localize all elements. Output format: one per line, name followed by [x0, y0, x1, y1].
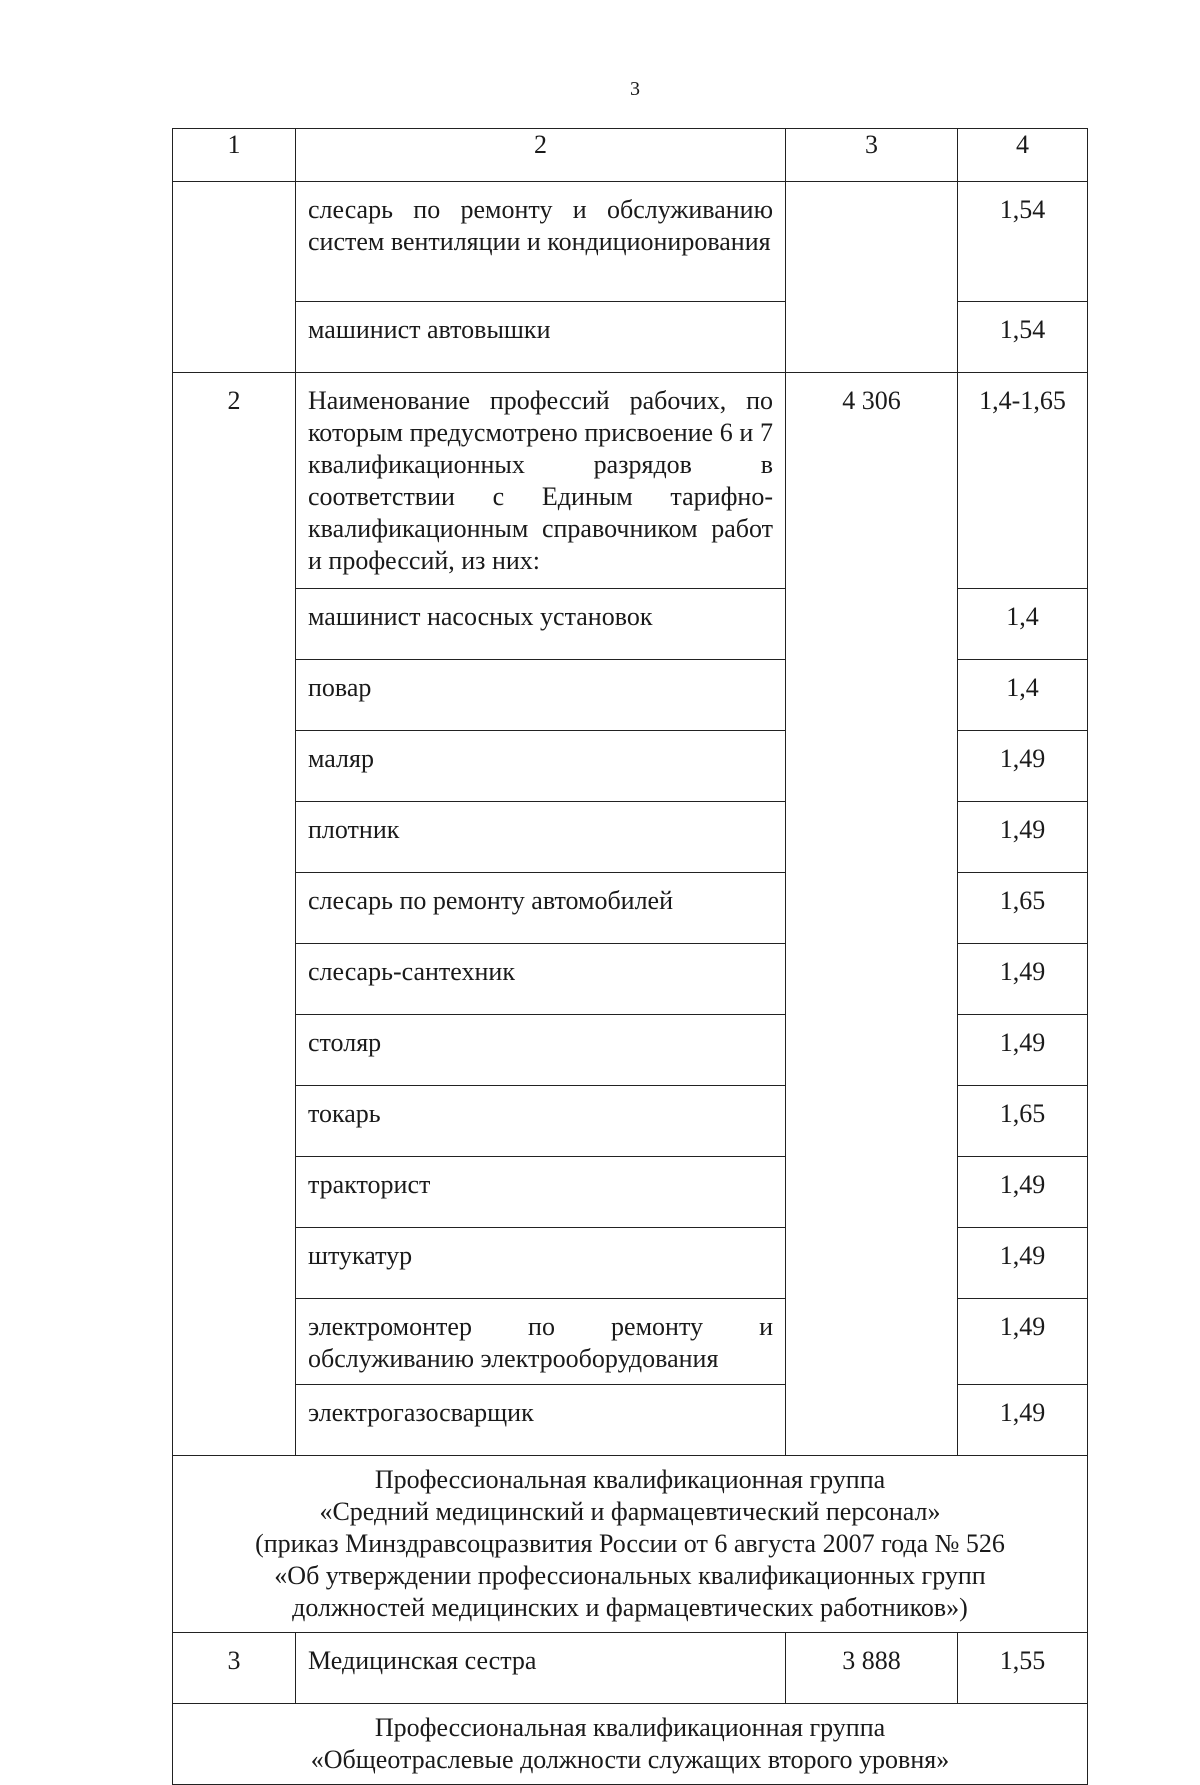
qualification-table	[172, 128, 1088, 1785]
coefficient: 1,4	[958, 660, 1088, 731]
profession-name: тракторист	[296, 1157, 786, 1228]
profession-name: плотник	[296, 802, 786, 873]
base-salary: 3 888	[786, 1633, 958, 1704]
qualification-group-heading	[173, 1704, 1088, 1785]
coefficient: 1,65	[958, 873, 1088, 944]
table-row	[173, 1456, 1088, 1633]
profession-name: слесарь-сантехник	[296, 944, 786, 1015]
row-number: 3	[173, 1633, 296, 1704]
profession-name: машинист автовышки	[296, 302, 786, 373]
profession-name: электромонтер по ремонту и обслуживанию электрооборудования	[296, 1299, 786, 1385]
header-col-2: 2	[296, 129, 786, 182]
profession-name: слесарь по ремонту и обслуживанию систем вентиляции и кондиционирования	[296, 182, 786, 302]
group-heading-line: должностей медицинских и фармацевтических работников»)	[292, 1593, 968, 1622]
group-heading-line: «Об утверждении профессиональных квалификационных групп	[274, 1561, 986, 1590]
profession-name: слесарь по ремонту автомобилей	[296, 873, 786, 944]
group-heading-line: «Средний медицинский и фармацевтический персонал»	[319, 1497, 941, 1526]
coefficient: 1,49	[958, 802, 1088, 873]
coefficient: 1,49	[958, 944, 1088, 1015]
coefficient: 1,49	[958, 1228, 1088, 1299]
table-row	[173, 1633, 1088, 1704]
empty-num-cell	[173, 182, 296, 373]
table-row	[173, 182, 1088, 302]
profession-name: Медицинская сестра	[296, 1633, 786, 1704]
coefficient-range: 1,4-1,65	[958, 373, 1088, 589]
group-heading-line: «Общеотраслевые должности служащих второго уровня»	[310, 1745, 950, 1774]
coefficient: 1,49	[958, 1015, 1088, 1086]
table-row	[173, 373, 1088, 589]
base-salary: 4 306	[786, 373, 958, 1456]
header-col-3: 3	[786, 129, 958, 182]
coefficient: 1,54	[958, 302, 1088, 373]
header-col-4: 4	[958, 129, 1088, 182]
empty-salary-cell	[786, 182, 958, 373]
coefficient: 1,4	[958, 589, 1088, 660]
header-col-1: 1	[173, 129, 296, 182]
coefficient: 1,49	[958, 731, 1088, 802]
table-header-row	[173, 129, 1088, 182]
coefficient: 1,54	[958, 182, 1088, 302]
profession-name: машинист насосных установок	[296, 589, 786, 660]
group-heading-line: (приказ Минздравсоцразвития России от 6 августа 2007 года № 526	[255, 1529, 1005, 1558]
profession-name: повар	[296, 660, 786, 731]
coefficient: 1,65	[958, 1086, 1088, 1157]
table-row	[173, 1704, 1088, 1785]
coefficient: 1,49	[958, 1299, 1088, 1385]
group-heading-line: Профессиональная квалификационная группа	[374, 1465, 886, 1494]
coefficient: 1,49	[958, 1385, 1088, 1456]
qualification-group-heading	[173, 1456, 1088, 1633]
profession-name: токарь	[296, 1086, 786, 1157]
profession-name: столяр	[296, 1015, 786, 1086]
page-number: 3	[630, 78, 640, 100]
group-heading-line: Профессиональная квалификационная группа	[374, 1713, 886, 1742]
profession-name: электрогазосварщик	[296, 1385, 786, 1456]
coefficient: 1,55	[958, 1633, 1088, 1704]
row-number: 2	[173, 373, 296, 1456]
group-title: Наименование профессий рабочих, по которым предусмотрено присвоение 6 и 7 квалификационных разрядов в соответствии с Единым тарифно-квалификационным справочником работ и профессий, из них:	[296, 373, 786, 589]
profession-name: маляр	[296, 731, 786, 802]
coefficient: 1,49	[958, 1157, 1088, 1228]
profession-name: штукатур	[296, 1228, 786, 1299]
